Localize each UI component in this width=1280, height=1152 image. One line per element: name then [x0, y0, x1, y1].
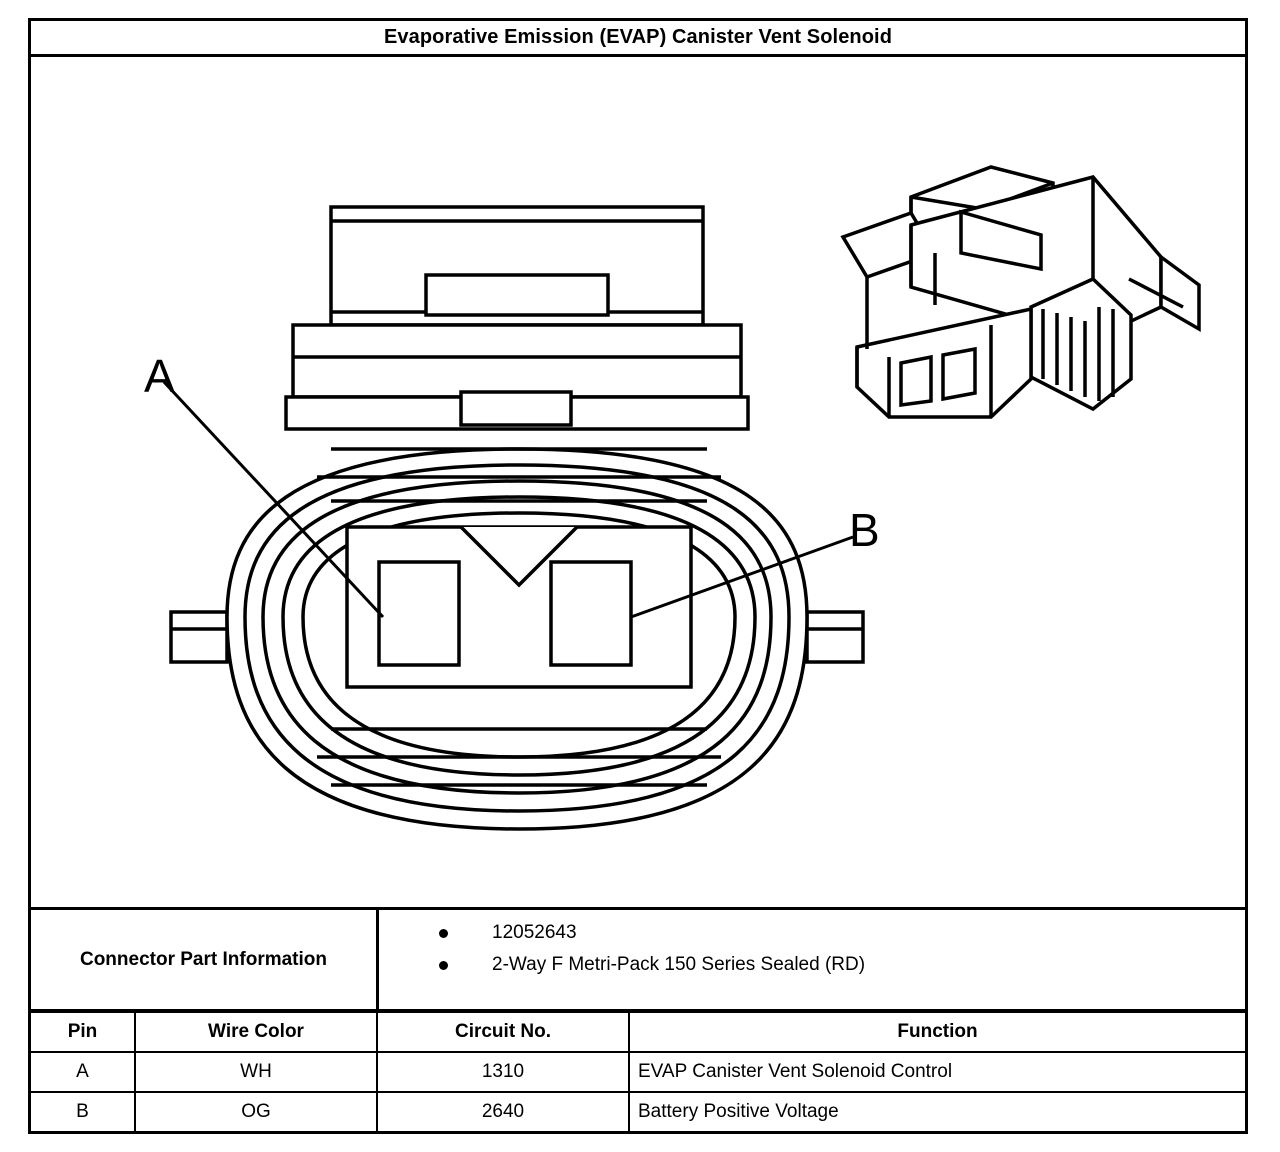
diagram-frame	[28, 18, 1248, 1134]
cell-pin: A	[31, 1052, 135, 1092]
callout-label-b: B	[849, 504, 880, 556]
cell-pin: B	[31, 1092, 135, 1131]
page-title: Evaporative Emission (EVAP) Canister Vent Solenoid	[383, 26, 893, 48]
connector-part-information-label: Connector Part Information	[31, 910, 379, 1009]
column-header-pin: Pin	[31, 1012, 135, 1052]
bullet-icon	[439, 961, 448, 970]
cell-circuit-no: 1310	[377, 1052, 629, 1092]
cell-wire-color: WH	[135, 1052, 377, 1092]
table-header-row	[31, 1012, 1245, 1052]
cell-function: Battery Positive Voltage	[629, 1092, 1245, 1131]
list-item	[439, 954, 1245, 976]
connector-drawing	[31, 57, 1245, 909]
callout-label-a: A	[144, 350, 175, 402]
pin-table	[31, 1011, 1245, 1131]
connector-description: 2-Way F Metri-Pack 150 Series Sealed (RD)	[492, 954, 866, 975]
table-row	[31, 1052, 1245, 1092]
column-header-function: Function	[629, 1012, 1245, 1052]
bullet-icon	[439, 929, 448, 938]
cell-function: EVAP Canister Vent Solenoid Control	[629, 1052, 1245, 1092]
table-row	[31, 1092, 1245, 1131]
title-bar	[31, 21, 1245, 57]
connector-part-number: 12052643	[492, 922, 577, 943]
column-header-wire-color: Wire Color	[135, 1012, 377, 1052]
cell-circuit-no: 2640	[377, 1092, 629, 1131]
connector-part-information-values	[379, 910, 1245, 1009]
connector-illustration	[31, 57, 1245, 909]
list-item	[439, 922, 1245, 944]
connector-part-information	[31, 907, 1245, 1012]
cell-wire-color: OG	[135, 1092, 377, 1131]
column-header-circuit-no: Circuit No.	[377, 1012, 629, 1052]
